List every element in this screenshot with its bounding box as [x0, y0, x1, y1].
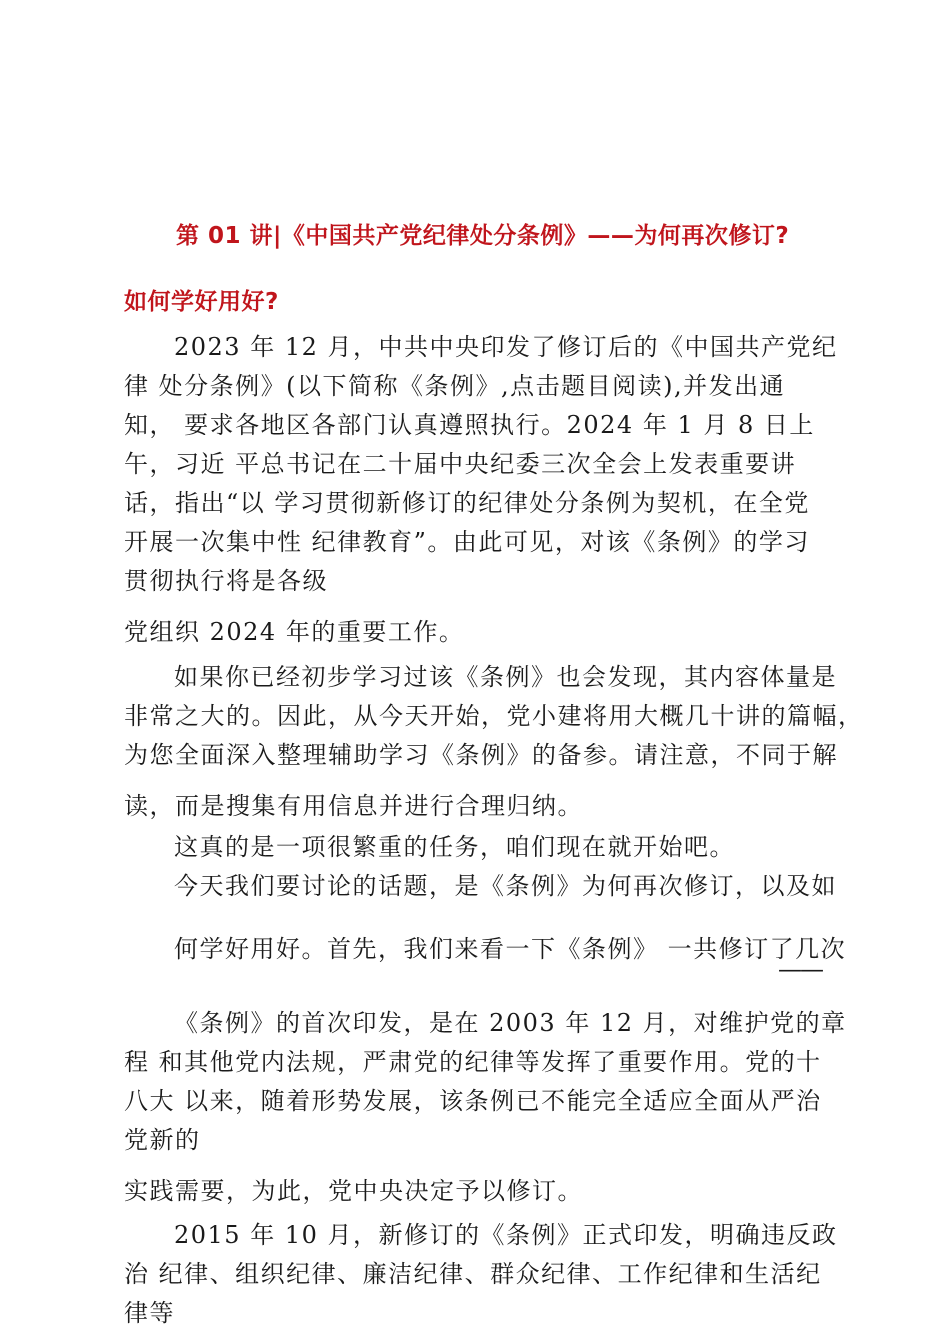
paragraph-line: 党新的 [124, 1126, 201, 1154]
paragraph-line: 实践需要，为此，党中央决定予以修订。 [124, 1177, 583, 1205]
paragraph-line: 今天我们要讨论的话题，是《条例》为何再次修订，以及如 [174, 872, 837, 900]
document-title-line-1: 第 01 讲|《中国共产党纪律处分条例》——为何再次修订? [176, 223, 790, 249]
paragraph-line: 知， 要求各地区各部门认真遵照执行。2024 年 1 月 8 日上 [124, 411, 815, 439]
paragraph-line: 这真的是一项很繁重的任务，咱们现在就开始吧。 [174, 833, 735, 861]
paragraph-line: 八大 以来，随着形势发展，该条例已不能完全适应全面从严治 [124, 1087, 822, 1115]
paragraph-line: 午，习近 平总书记在二十届中央纪委三次全会上发表重要讲 [124, 450, 797, 478]
paragraph-line: 开展一次集中性 纪律教育”。由此可见，对该《条例》的学习 [124, 528, 810, 556]
paragraph-line: 何学好用好。首先，我们来看一下《条例》 一共修订了几次 [174, 935, 847, 963]
paragraph-line: 贯彻执行将是各级 [124, 567, 328, 595]
document-title-line-2: 如何学好用好? [124, 289, 279, 315]
paragraph-line: 《条例》的首次印发，是在 2003 年 12 月，对维护党的章 [174, 1009, 847, 1037]
paragraph-line: 程 和其他党内法规，严肃党的纪律等发挥了重要作用。党的十 [124, 1048, 822, 1076]
paragraph-line: 党组织 2024 年的重要工作。 [124, 618, 465, 646]
paragraph-line: 2023 年 12 月，中共中央印发了修订后的《中国共产党纪 [174, 333, 838, 361]
paragraph-line: 治 纪律、组织纪律、廉洁纪律、群众纪律、工作纪律和生活纪 [124, 1260, 822, 1288]
paragraph-line: 非常之大的。因此，从今天开始，党小建将用大概几十讲的篇幅， [124, 702, 864, 730]
paragraph-line: 2015 年 10 月，新修订的《条例》正式印发，明确违反政 [174, 1221, 838, 1249]
paragraph-line-dash: —— [778, 955, 822, 983]
paragraph-line: 律等 [124, 1299, 175, 1327]
paragraph-line: 读，而是搜集有用信息并进行合理归纳。 [124, 792, 583, 820]
paragraph-line: 话，指出“以 学习贯彻新修订的纪律处分条例为契机，在全党 [124, 489, 810, 517]
paragraph-line: 如果你已经初步学习过该《条例》也会发现，其内容体量是 [174, 663, 837, 691]
paragraph-line: 律 处分条例》(以下简称《条例》,点击题目阅读),并发出通 [124, 372, 786, 400]
paragraph-line: 为您全面深入整理辅助学习《条例》的备参。请注意，不同于解 [124, 741, 838, 769]
